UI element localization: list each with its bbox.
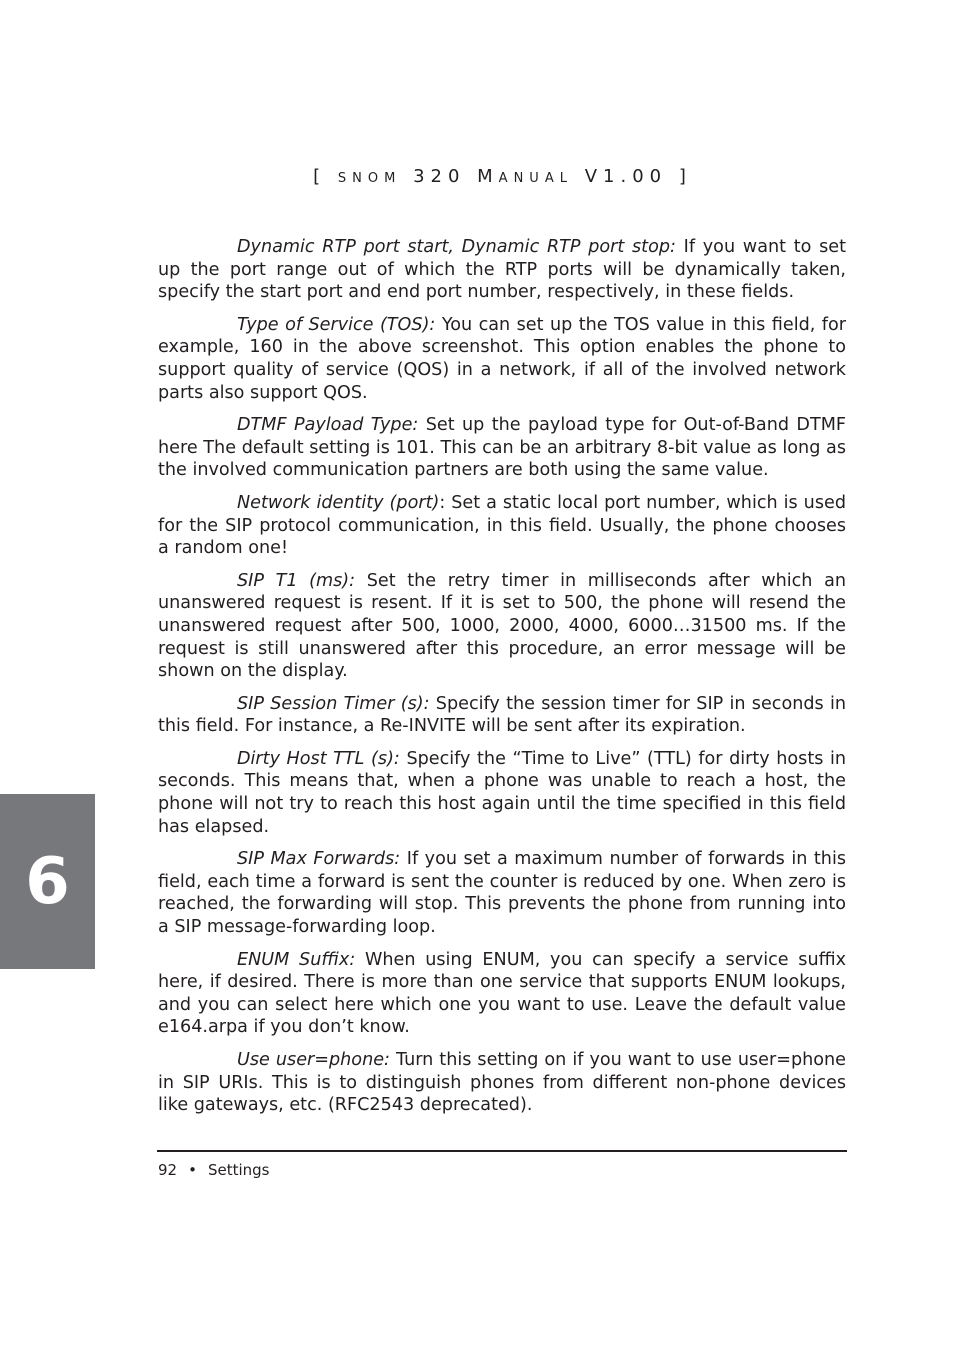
chapter-number: 6 — [25, 844, 70, 919]
paragraph-network-identity — [158, 492, 846, 560]
desc-enum-suffix: When using ENUM, you can specify a service suffix here, if desired. There is more than one service that supports ENUM lookups, and you can select here which one you want to use. Leave the default value e164.arpa if you don’t know. — [158, 949, 847, 1038]
footer-bullet: • — [188, 1161, 197, 1179]
running-header — [0, 166, 954, 187]
paragraph-tos — [158, 314, 846, 404]
desc-max-forwards: If you set a maximum number of forwards in this field, each time a forward is sent the counter is reduced by one. When zero is reached, the forwarding will stop. This prevents the phone from running into a SIP message-forwarding loop. — [158, 849, 847, 938]
chapter-tab — [0, 794, 95, 969]
desc-tos: You can set up the TOS value in this field, for example, 160 in the above screenshot. This option enables the phone to support quality of service (QOS) in a network, if all of the involved network parts also support QOS. — [158, 314, 846, 403]
desc-network-identity: : Set a static local port number, which is used for the SIP protocol communication, in this field. Usually, the phone chooses a random one! — [158, 492, 846, 559]
header-version: V1.00 — [584, 166, 668, 187]
paragraph-dynamic-rtp — [158, 236, 846, 304]
footer-section: Settings — [207, 1161, 270, 1179]
paragraph-max-forwards — [158, 848, 846, 938]
footer-rule — [157, 1150, 847, 1152]
term-dynamic-rtp: Dynamic RTP port start, Dynamic RTP port stop: — [237, 237, 676, 257]
header-close-bracket: ] — [678, 166, 692, 187]
paragraph-dtmf — [158, 414, 846, 482]
body-text — [158, 236, 846, 1127]
header-manual: Manual — [477, 166, 573, 187]
term-dirty-host: Dirty Host TTL (s): — [237, 748, 400, 769]
page-footer — [158, 1161, 269, 1179]
desc-user-phone: Turn this setting on if you want to use user=phone in SIP URIs. This is to distinguish phones from different non-phone devices like gateways, etc. (RFC2543 deprecated). — [158, 1050, 846, 1116]
paragraph-dirty-host — [158, 748, 846, 838]
desc-sip-t1: Set the retry timer in milliseconds after which an unanswered request is resent. If it is set to 500, the phone will resend the unanswered request after 500, 1000, 2000, 4000, 6000…31500 ms. If the request is still unanswered after this procedure, an error message will be shown on the display. — [158, 570, 847, 682]
term-dtmf: DTMF Payload Type: — [237, 415, 419, 436]
paragraph-user-phone — [158, 1049, 846, 1117]
desc-dirty-host: Specify the “Time to Live” (TTL) for dirty hosts in seconds. This means that, when a phone was unable to reach a host, the phone will not try to reach this host again until the time specified in this field has elapsed. — [158, 748, 846, 837]
term-max-forwards: SIP Max Forwards: — [237, 849, 401, 870]
desc-dynamic-rtp: If you want to set up the port range out of which the RTP ports will be dynamically taken, specify the start port and end port number, respectively, in these fields. — [158, 237, 846, 303]
header-model: 320 — [413, 166, 466, 187]
paragraph-sip-t1 — [158, 570, 846, 683]
term-user-phone: Use user=phone: — [237, 1050, 390, 1070]
term-sip-t1: SIP T1 (ms): — [237, 570, 356, 591]
desc-dtmf: Set up the payload type for Out-of-Band DTMF here The default setting is 101. This can be an arbitrary 8-bit value as long as the involved communication partners are both using the same value. — [158, 415, 847, 481]
header-open-bracket: [ — [313, 166, 327, 187]
header-brand: snom — [337, 166, 402, 187]
term-network-identity: Network identity (port) — [237, 492, 440, 513]
paragraph-enum-suffix — [158, 949, 846, 1039]
term-session-timer: SIP Session Timer (s): — [237, 693, 430, 714]
paragraph-session-timer — [158, 693, 846, 738]
term-tos: Type of Service (TOS): — [237, 314, 436, 335]
desc-session-timer: Specify the session timer for SIP in seconds in this field. For instance, a Re-INVITE will be sent after its expiration. — [158, 693, 847, 737]
term-enum-suffix: ENUM Suffix: — [237, 949, 356, 970]
page-number: 92 — [158, 1161, 178, 1179]
